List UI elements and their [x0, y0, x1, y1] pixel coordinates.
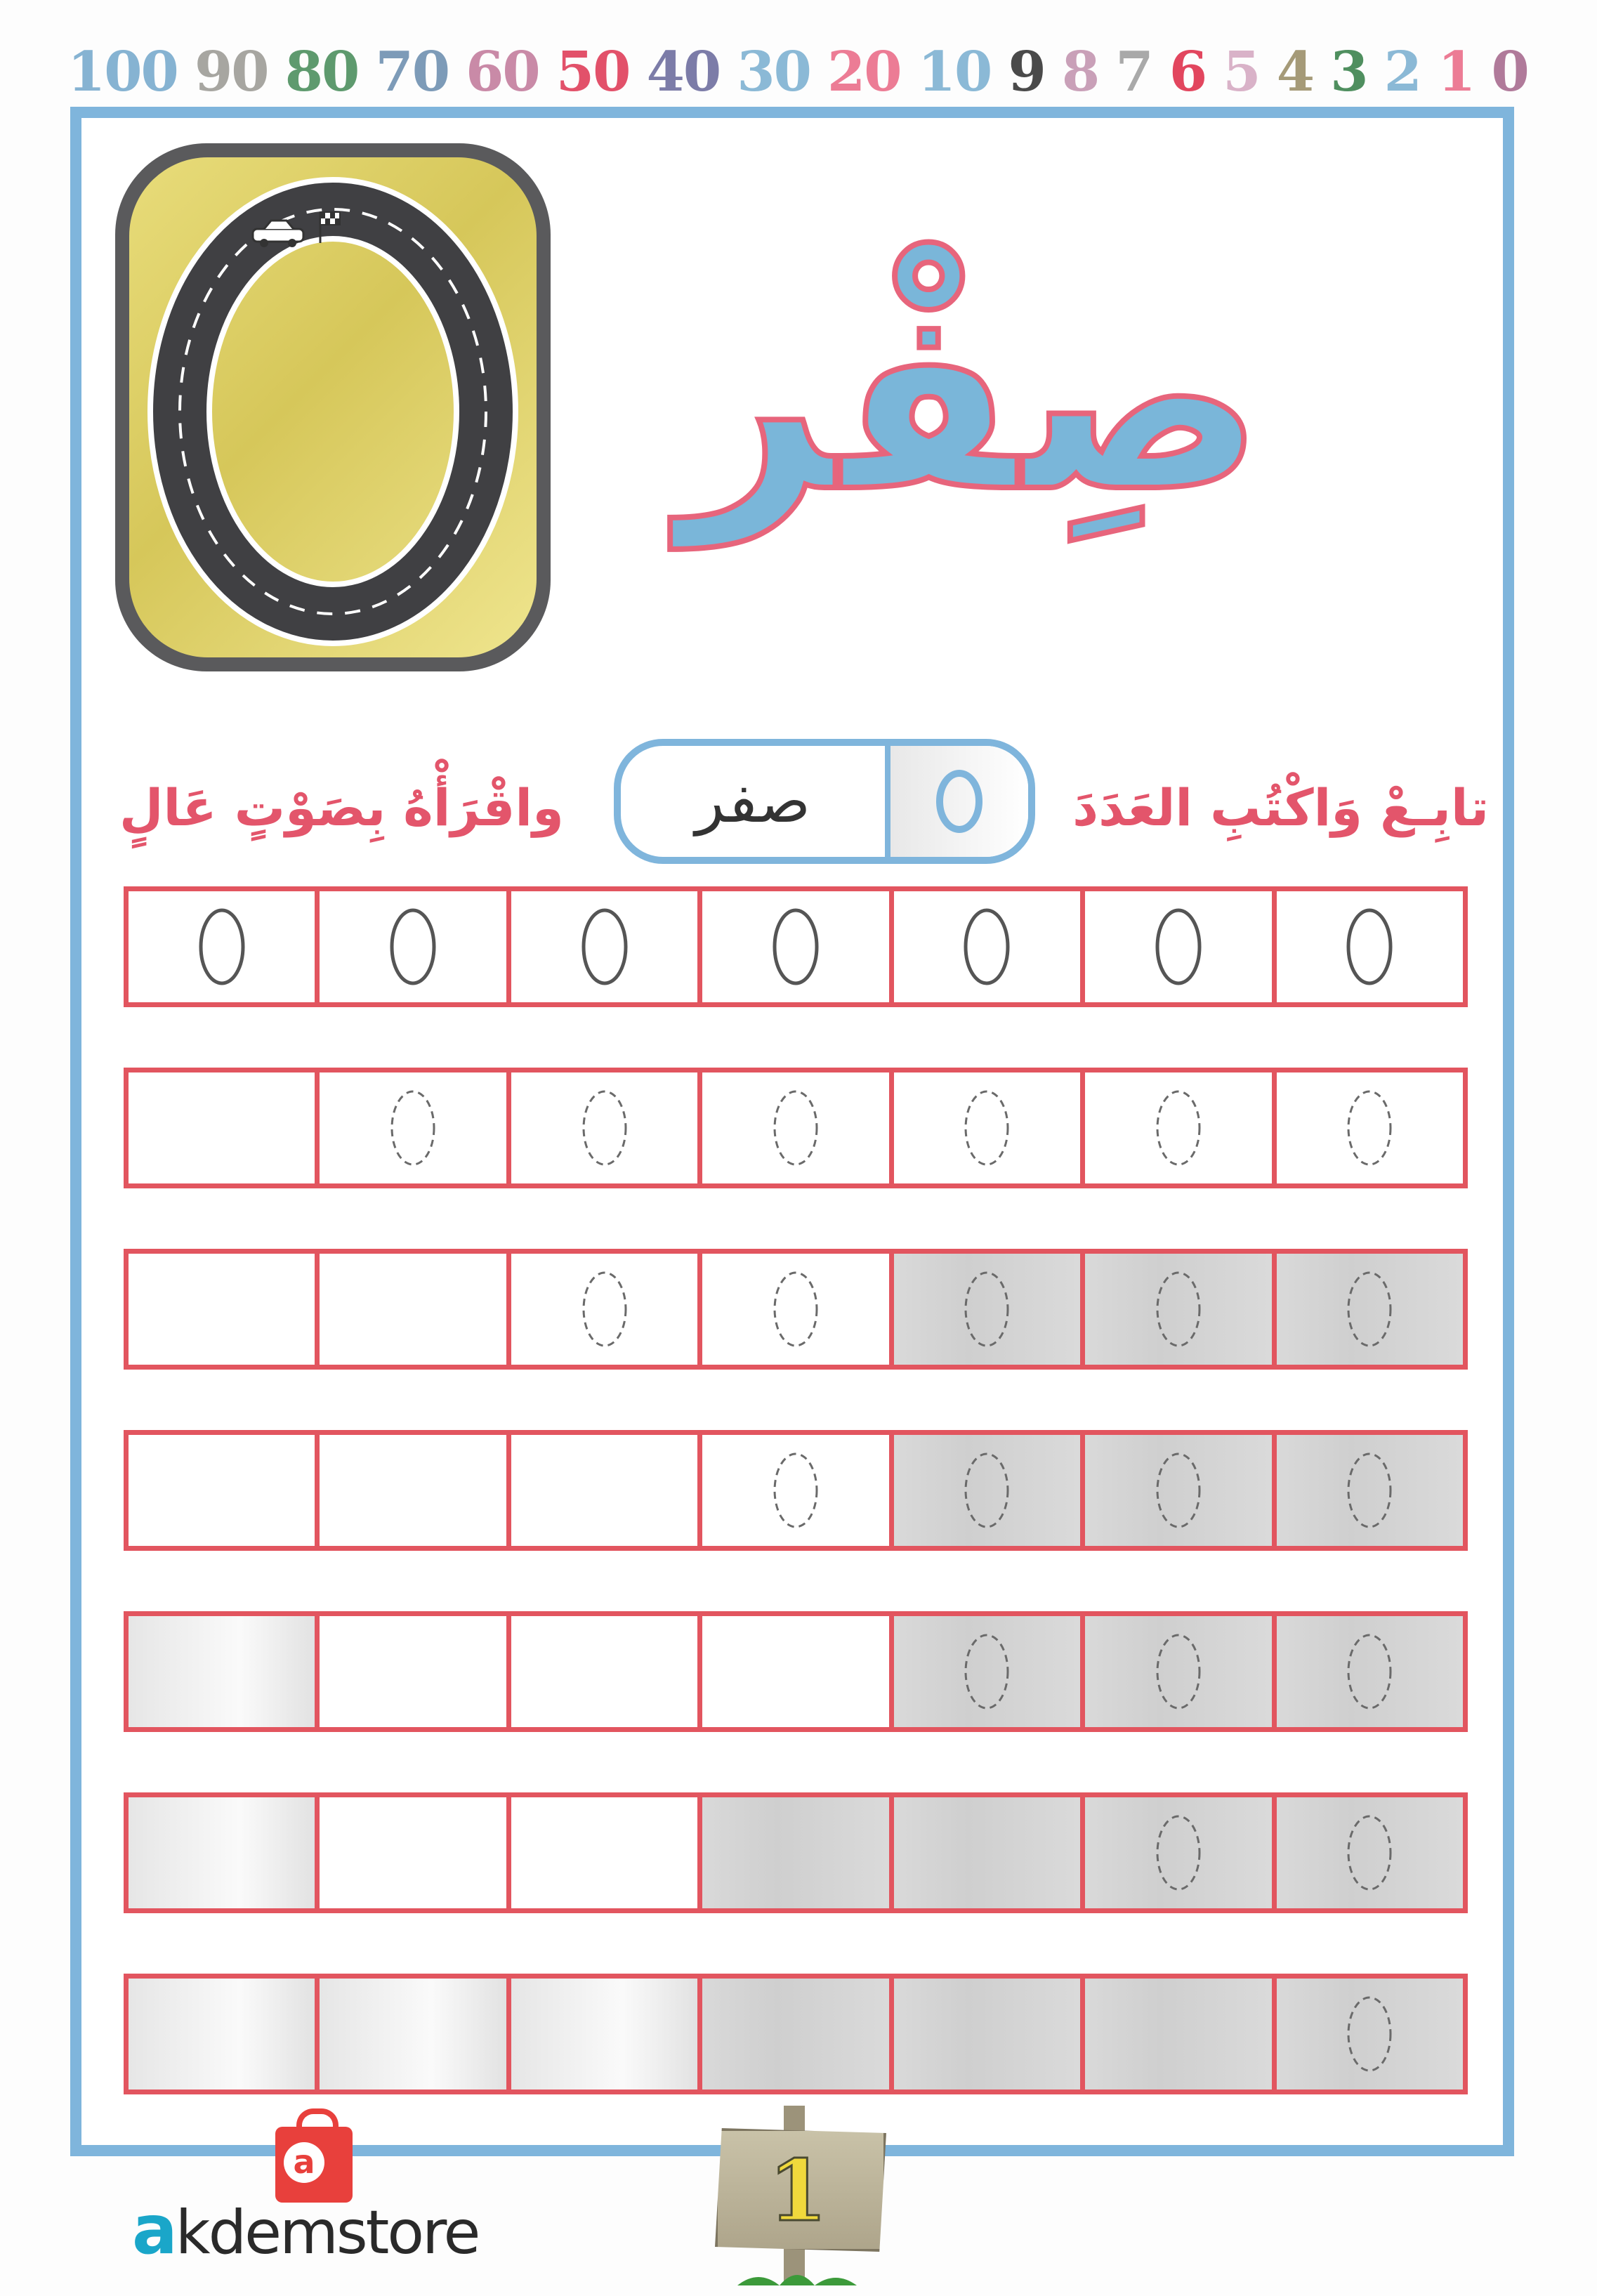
zero-trace-guide — [385, 1082, 441, 1174]
zero-trace-guide — [1150, 1807, 1207, 1898]
zero-model-glyph — [194, 901, 250, 992]
practice-row — [124, 886, 1468, 1007]
strip-number: 0 — [1491, 39, 1528, 104]
zero-trace-guide — [1341, 1626, 1398, 1717]
zero-trace-guide — [1341, 1445, 1398, 1536]
number-label-box — [614, 739, 1035, 864]
zero-model-glyph — [1341, 901, 1398, 992]
practice-cell[interactable] — [1272, 1435, 1463, 1546]
zero-trace-guide — [1341, 1988, 1398, 2080]
zero-model-glyph — [1150, 901, 1207, 992]
zero-trace-guide — [959, 1626, 1015, 1717]
zero-trace-guide — [1150, 1445, 1207, 1536]
strip-number: 30 — [737, 39, 810, 104]
zero-trace-guide — [1150, 1264, 1207, 1355]
practice-cell[interactable] — [315, 1797, 506, 1908]
practice-cell[interactable] — [889, 1254, 1080, 1365]
zero-trace-guide — [959, 1082, 1015, 1174]
strip-number: 1 — [1438, 39, 1475, 104]
practice-row — [124, 1792, 1468, 1913]
shopping-bag-logo-icon: a — [275, 2127, 353, 2203]
practice-cell[interactable] — [697, 891, 888, 1002]
zero-model-glyph — [768, 901, 824, 992]
instruction-part1: تابِـعْ وَاكْتُبِ العَدَدَ — [1072, 778, 1489, 837]
practice-cell[interactable] — [1080, 891, 1271, 1002]
grass-icon — [730, 2262, 864, 2285]
strip-number: 100 — [67, 39, 178, 104]
zero-trace-guide — [577, 1264, 633, 1355]
practice-cell[interactable] — [506, 1435, 697, 1546]
practice-cell[interactable] — [129, 1979, 315, 2090]
practice-cell[interactable] — [1272, 1254, 1463, 1365]
practice-cell[interactable] — [889, 1979, 1080, 2090]
practice-cell[interactable] — [1272, 1072, 1463, 1183]
practice-cell[interactable] — [1080, 1072, 1271, 1183]
practice-cell[interactable] — [129, 891, 315, 1002]
strip-number: 7 — [1115, 39, 1152, 104]
strip-number: 3 — [1330, 39, 1367, 104]
road-zero-illustration — [115, 143, 551, 671]
practice-cell[interactable] — [1272, 891, 1463, 1002]
strip-number: 6 — [1169, 39, 1207, 104]
practice-cell[interactable] — [315, 1616, 506, 1727]
zero-trace-guide — [768, 1264, 824, 1355]
strip-number: 60 — [466, 39, 539, 104]
practice-cell[interactable] — [506, 1797, 697, 1908]
zero-trace-guide — [1341, 1264, 1398, 1355]
zero-trace-guide — [577, 1082, 633, 1174]
practice-cell[interactable] — [1080, 1616, 1271, 1727]
strip-number: 4 — [1276, 39, 1314, 104]
instruction-part2: واقْرَأْهُ بِصَوْتٍ عَالٍ — [119, 778, 564, 837]
strip-number: 40 — [646, 39, 721, 104]
practice-cell[interactable] — [506, 1072, 697, 1183]
practice-cell[interactable] — [129, 1254, 315, 1365]
practice-cell[interactable] — [889, 891, 1080, 1002]
strip-number: 90 — [195, 39, 268, 104]
arabic-digit-zero — [890, 746, 1028, 857]
practice-cell[interactable] — [129, 1435, 315, 1546]
practice-cell[interactable] — [697, 1616, 888, 1727]
strip-number: 9 — [1008, 39, 1045, 104]
practice-cell[interactable] — [506, 1616, 697, 1727]
zero-trace-guide — [959, 1445, 1015, 1536]
practice-cell[interactable] — [697, 1435, 888, 1546]
zero-trace-guide — [1150, 1626, 1207, 1717]
practice-cell[interactable] — [506, 891, 697, 1002]
practice-cell[interactable] — [1080, 1797, 1271, 1908]
practice-cell[interactable] — [697, 1979, 888, 2090]
practice-cell[interactable] — [315, 1072, 506, 1183]
zero-model-glyph — [577, 901, 633, 992]
practice-cell[interactable] — [1272, 1616, 1463, 1727]
practice-cell[interactable] — [315, 1979, 506, 2090]
practice-cell[interactable] — [697, 1797, 888, 1908]
page-number: 1 — [768, 2141, 827, 2241]
practice-row — [124, 1974, 1468, 2094]
strip-number: 5 — [1223, 39, 1260, 104]
strip-number: 20 — [827, 39, 901, 104]
strip-number: 2 — [1384, 39, 1421, 104]
zero-model-glyph — [959, 901, 1015, 992]
strip-number: 70 — [375, 39, 449, 104]
practice-row — [124, 1611, 1468, 1732]
practice-cell[interactable] — [129, 1797, 315, 1908]
zero-trace-guide — [1150, 1082, 1207, 1174]
box-divider — [885, 746, 890, 857]
practice-cell[interactable] — [129, 1616, 315, 1727]
practice-cell[interactable] — [889, 1072, 1080, 1183]
practice-cell[interactable] — [506, 1979, 697, 2090]
number-word: صفر — [695, 766, 810, 837]
zero-trace-guide — [959, 1264, 1015, 1355]
zero-trace-guide — [768, 1445, 824, 1536]
strip-number: 80 — [284, 39, 359, 104]
practice-cell[interactable] — [1080, 1254, 1271, 1365]
practice-row — [124, 1249, 1468, 1370]
practice-cell[interactable] — [1272, 1797, 1463, 1908]
practice-cell[interactable] — [315, 1254, 506, 1365]
practice-cell[interactable] — [889, 1435, 1080, 1546]
practice-cell[interactable] — [1080, 1979, 1271, 2090]
practice-cell[interactable] — [1272, 1979, 1463, 2090]
practice-cell[interactable] — [315, 1435, 506, 1546]
title-word: صِفْر — [681, 253, 1264, 547]
strip-number: 10 — [917, 39, 992, 104]
practice-cell[interactable] — [889, 1616, 1080, 1727]
zero-road-badge — [115, 143, 551, 671]
practice-cell[interactable] — [315, 891, 506, 1002]
zero-trace-guide — [768, 1082, 824, 1174]
zero-trace-guide — [1341, 1082, 1398, 1174]
zero-model-glyph — [385, 901, 441, 992]
practice-row — [124, 1430, 1468, 1551]
practice-cell[interactable] — [697, 1254, 888, 1365]
strip-number: 50 — [556, 39, 630, 104]
practice-cell[interactable] — [129, 1072, 315, 1183]
practice-cell[interactable] — [506, 1254, 697, 1365]
number-strip — [67, 37, 1528, 107]
practice-row — [124, 1068, 1468, 1188]
strip-number: 8 — [1061, 39, 1099, 104]
brand-logo: akdemstore — [132, 2191, 479, 2269]
practice-cell[interactable] — [1080, 1435, 1271, 1546]
zero-trace-guide — [1341, 1807, 1398, 1898]
practice-cell[interactable] — [697, 1072, 888, 1183]
practice-cell[interactable] — [889, 1797, 1080, 1908]
